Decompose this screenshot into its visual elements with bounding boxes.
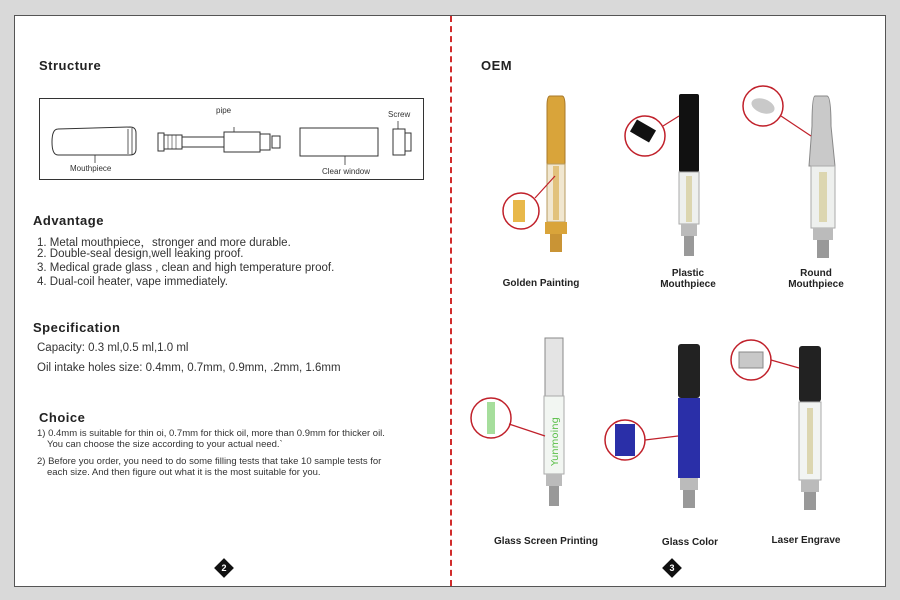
page-number-left: 2 xyxy=(214,558,234,578)
product-illustrations xyxy=(15,16,887,588)
structure-title: Structure xyxy=(39,58,102,73)
caption-plastic-mouthpiece-l1: Plastic xyxy=(671,268,705,279)
caption-laser-engrave: Laser Engrave xyxy=(771,535,841,546)
laser-engrave-cartridge-image xyxy=(731,340,821,510)
glass-color-cartridge-image xyxy=(605,344,700,508)
caption-golden-painting: Golden Painting xyxy=(502,278,580,289)
oem-title: OEM xyxy=(481,58,513,73)
choice-title: Choice xyxy=(39,410,86,425)
choice-item-1: 1) 0.4mm is suitable for thin oi, 0.7mm for thick oil, more than 0.9mm for thicker oil. xyxy=(37,428,385,439)
choice-item-2: 2) Before you order, you need to do some filling tests that take 10 sample tests for xyxy=(37,456,382,467)
advantage-item: 3. Medical grade glass , clean and high temperature proof. xyxy=(37,262,335,274)
caption-glass-color: Glass Color xyxy=(661,537,719,548)
page-number-right: 3 xyxy=(662,558,682,578)
advantage-item: 1. Metal mouthpiece，stronger and more durable. xyxy=(37,237,291,249)
round-mouthpiece-cartridge-image xyxy=(743,86,835,258)
advantage-item: 2. Double-seal design,well leaking proof. xyxy=(37,248,244,260)
plastic-mouthpiece-cartridge-image xyxy=(625,94,699,256)
svg-text:Yunmoing: Yunmoing xyxy=(550,417,561,466)
advantage-item: 4. Dual-coil heater, vape immediately. xyxy=(37,276,228,288)
label-pipe: pipe xyxy=(216,106,232,115)
caption-plastic-mouthpiece-l2: Mouthpiece xyxy=(660,279,716,290)
caption-round-mouthpiece-l2: Mouthpiece xyxy=(788,279,844,290)
label-screw: Screw xyxy=(388,110,411,119)
advantage-title: Advantage xyxy=(33,213,104,228)
specification-title: Specification xyxy=(33,320,121,335)
label-mouthpiece: Mouthpiece xyxy=(70,164,112,173)
spec-holes: Oil intake holes size: 0.4mm, 0.7mm, 0.9mm, .2mm, 1.6mm xyxy=(37,362,341,374)
choice-item-1-cont: You can choose the size according to your actual need.` xyxy=(47,439,283,450)
caption-glass-screen-printing: Glass Screen Printing xyxy=(494,536,598,547)
spec-capacity: Capacity: 0.3 ml,0.5 ml,1.0 ml xyxy=(37,342,189,354)
label-clear-window: Clear window xyxy=(322,167,371,176)
caption-round-mouthpiece-l1: Round xyxy=(800,268,832,279)
golden-cartridge-image xyxy=(503,96,567,252)
choice-item-2-cont: each size. And then figure out what it is the most suitable for you. xyxy=(47,467,321,478)
glass-screen-printing-cartridge-image xyxy=(471,338,564,506)
brochure-sheet xyxy=(14,15,886,587)
